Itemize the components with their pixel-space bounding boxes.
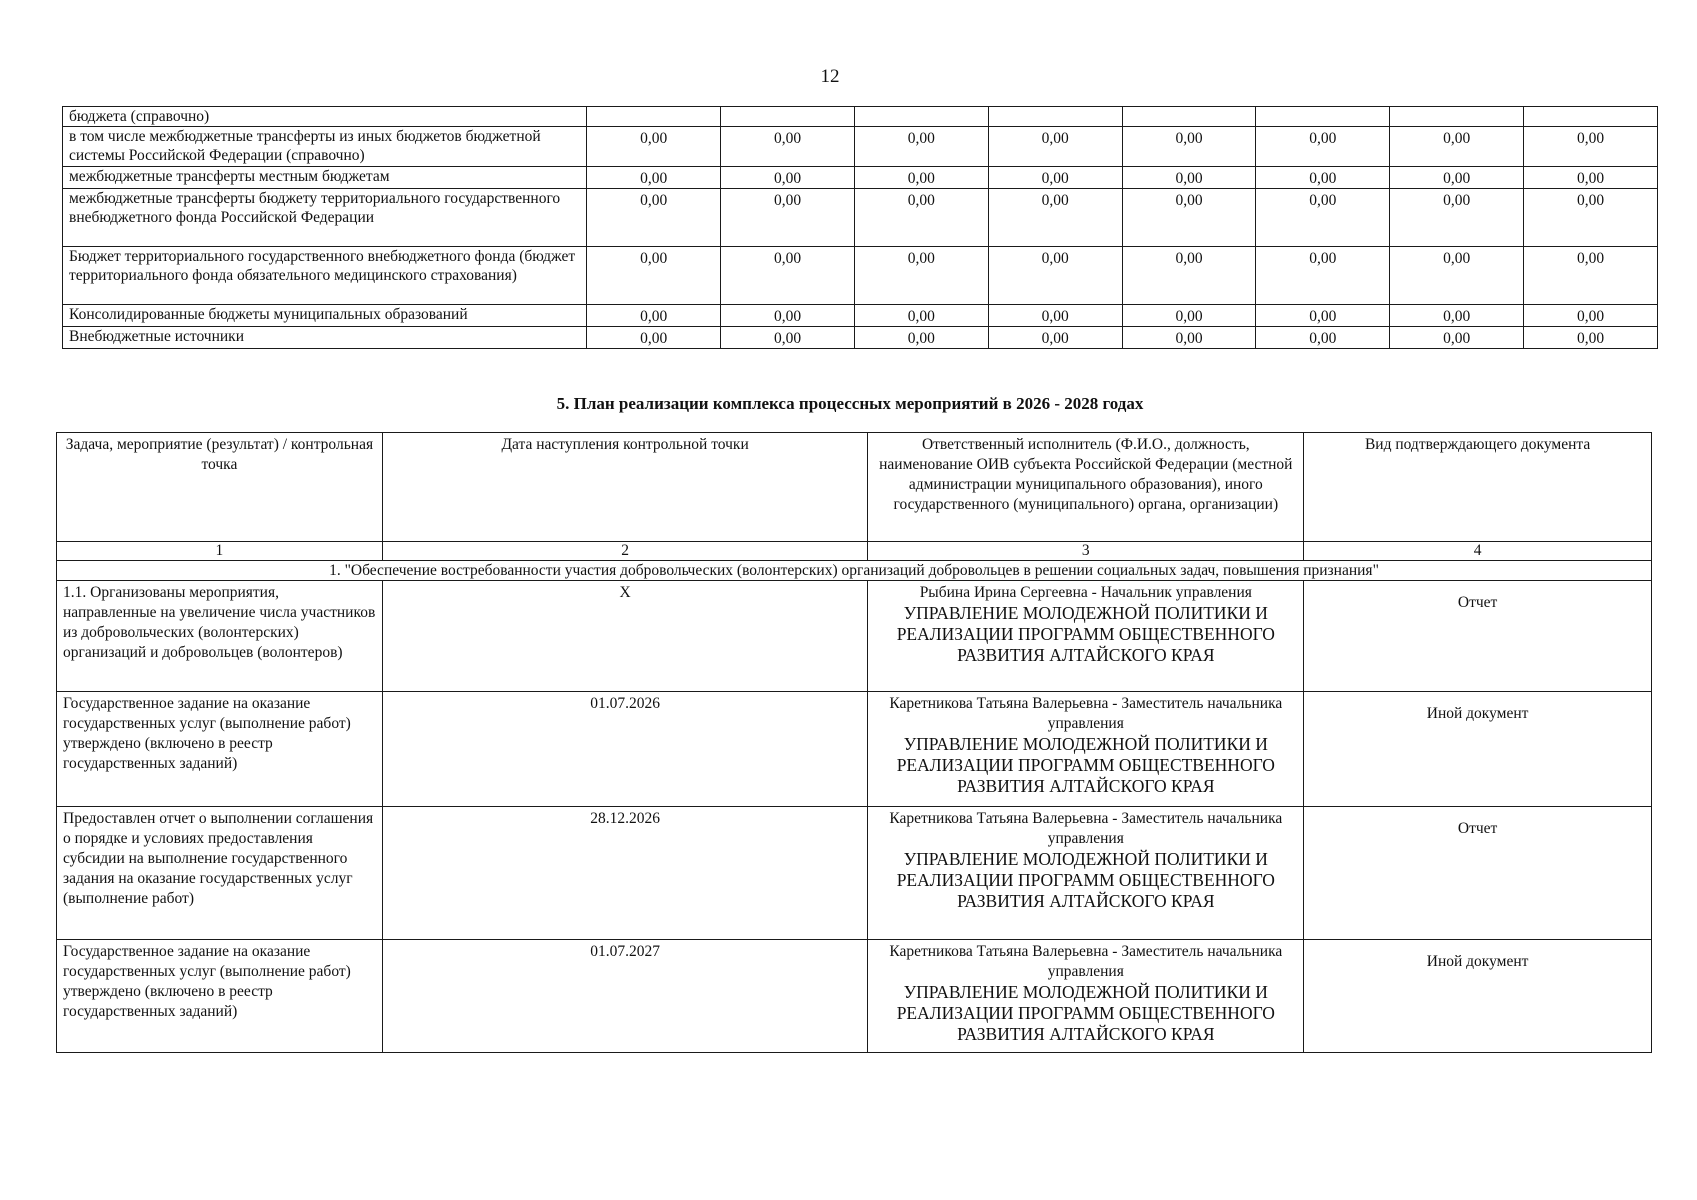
budget-value (988, 107, 1122, 127)
column-header-date: Дата наступления контрольной точки (382, 433, 868, 542)
budget-value: 0,00 (988, 305, 1122, 327)
responsible-organization: УПРАВЛЕНИЕ МОЛОДЕЖНОЙ ПОЛИТИКИ И РЕАЛИЗАЦИИ ПРОГРАММ ОБЩЕСТВЕННОГО РАЗВИТИЯ АЛТАЙСКОГО КРАЯ (896, 734, 1275, 796)
budget-value: 0,00 (1256, 247, 1390, 305)
budget-value: 0,00 (854, 247, 988, 305)
budget-value: 0,00 (587, 167, 721, 189)
budget-value: 0,00 (1122, 127, 1256, 167)
budget-row (63, 189, 1658, 247)
budget-value: 0,00 (988, 327, 1122, 349)
budget-value: 0,00 (1122, 247, 1256, 305)
plan-document: Отчет (1304, 581, 1652, 692)
column-number: 2 (382, 542, 868, 561)
plan-date: 28.12.2026 (382, 807, 868, 940)
plan-responsible (868, 692, 1304, 807)
responsible-person: Рыбина Ирина Сергеевна - Начальник управления (919, 584, 1252, 601)
budget-value (854, 107, 988, 127)
budget-value: 0,00 (1524, 189, 1658, 247)
budget-value: 0,00 (587, 305, 721, 327)
budget-value (1122, 107, 1256, 127)
budget-value: 0,00 (1256, 305, 1390, 327)
budget-row (63, 305, 1658, 327)
budget-value (587, 107, 721, 127)
table-row (57, 581, 1652, 692)
budget-value: 0,00 (988, 247, 1122, 305)
budget-value: 0,00 (1122, 167, 1256, 189)
budget-value: 0,00 (587, 247, 721, 305)
budget-value: 0,00 (721, 305, 855, 327)
responsible-organization: УПРАВЛЕНИЕ МОЛОДЕЖНОЙ ПОЛИТИКИ И РЕАЛИЗАЦИИ ПРОГРАММ ОБЩЕСТВЕННОГО РАЗВИТИЯ АЛТАЙСКОГО КРАЯ (896, 603, 1275, 665)
budget-value: 0,00 (721, 247, 855, 305)
budget-row-label: межбюджетные трансферты бюджету территориального государственного внебюджетного фонда Российской Федерации (63, 189, 587, 247)
column-header-document: Вид подтверждающего документа (1304, 433, 1652, 542)
responsible-person: Каретникова Татьяна Валерьевна - Заместитель начальника управления (889, 810, 1283, 847)
plan-table (56, 432, 1652, 1053)
table-row (57, 940, 1652, 1053)
budget-value: 0,00 (721, 167, 855, 189)
plan-responsible (868, 940, 1304, 1053)
section-title: 5. План реализации комплекса процессных мероприятий в 2026 - 2028 годах (556, 394, 1144, 413)
column-number: 1 (57, 542, 383, 561)
budget-value: 0,00 (1122, 189, 1256, 247)
budget-row-label: Консолидированные бюджеты муниципальных образований (63, 305, 587, 327)
budget-value: 0,00 (854, 167, 988, 189)
budget-value: 0,00 (1524, 327, 1658, 349)
budget-value: 0,00 (587, 127, 721, 167)
budget-value (721, 107, 855, 127)
responsible-person: Каретникова Татьяна Валерьевна - Заместитель начальника управления (889, 695, 1283, 732)
budget-value: 0,00 (721, 127, 855, 167)
page-number: 12 (820, 66, 840, 87)
task-title-row (57, 561, 1652, 581)
budget-value: 0,00 (587, 189, 721, 247)
budget-value: 0,00 (1390, 127, 1524, 167)
budget-value: 0,00 (1390, 305, 1524, 327)
budget-value: 0,00 (988, 127, 1122, 167)
budget-value: 0,00 (1524, 305, 1658, 327)
budget-value: 0,00 (721, 189, 855, 247)
plan-document: Иной документ (1304, 692, 1652, 807)
budget-row (63, 247, 1658, 305)
budget-value: 0,00 (1390, 189, 1524, 247)
budget-row-label: Бюджет территориального государственного внебюджетного фонда (бюджет территориального фонда обязательного медицинского страхования) (63, 247, 587, 305)
budget-row-label: межбюджетные трансферты местным бюджетам (63, 167, 587, 189)
responsible-organization: УПРАВЛЕНИЕ МОЛОДЕЖНОЙ ПОЛИТИКИ И РЕАЛИЗАЦИИ ПРОГРАММ ОБЩЕСТВЕННОГО РАЗВИТИЯ АЛТАЙСКОГО КРАЯ (896, 849, 1275, 911)
budget-value: 0,00 (854, 305, 988, 327)
plan-document: Отчет (1304, 807, 1652, 940)
budget-value: 0,00 (1256, 327, 1390, 349)
plan-header-row (57, 433, 1652, 542)
budget-value (1524, 107, 1658, 127)
plan-responsible (868, 807, 1304, 940)
budget-value: 0,00 (988, 189, 1122, 247)
budget-value: 0,00 (1256, 189, 1390, 247)
plan-date: 01.07.2027 (382, 940, 868, 1053)
table-row (57, 807, 1652, 940)
budget-value: 0,00 (854, 189, 988, 247)
column-header-responsible: Ответственный исполнитель (Ф.И.О., должность, наименование ОИВ субъекта Российской Федерации (местной администрации муниципального образования), иного государственного (муниципального) органа, организации) (868, 433, 1304, 542)
budget-value: 0,00 (854, 127, 988, 167)
budget-value: 0,00 (854, 327, 988, 349)
budget-value: 0,00 (1256, 127, 1390, 167)
budget-value: 0,00 (587, 327, 721, 349)
budget-value: 0,00 (1256, 167, 1390, 189)
budget-value (1256, 107, 1390, 127)
task-title: 1. "Обеспечение востребованности участия добровольческих (волонтерских) организаций добровольцев в решении социальных задач, повышения признания" (57, 561, 1652, 581)
budget-value: 0,00 (1524, 167, 1658, 189)
budget-row (63, 107, 1658, 127)
budget-table (62, 106, 1658, 349)
budget-value: 0,00 (1122, 305, 1256, 327)
budget-value: 0,00 (721, 327, 855, 349)
budget-value: 0,00 (1524, 127, 1658, 167)
column-header-task: Задача, мероприятие (результат) / контрольная точка (57, 433, 383, 542)
budget-value: 0,00 (988, 167, 1122, 189)
budget-row (63, 327, 1658, 349)
plan-item: 1.1. Организованы мероприятия, направленные на увеличение числа участников из добровольческих (волонтерских) организаций и добровольцев (волонтеров) (57, 581, 383, 692)
plan-responsible (868, 581, 1304, 692)
budget-row (63, 127, 1658, 167)
plan-date: 01.07.2026 (382, 692, 868, 807)
budget-value: 0,00 (1524, 247, 1658, 305)
budget-row-label: Внебюджетные источники (63, 327, 587, 349)
budget-value: 0,00 (1122, 327, 1256, 349)
responsible-organization: УПРАВЛЕНИЕ МОЛОДЕЖНОЙ ПОЛИТИКИ И РЕАЛИЗАЦИИ ПРОГРАММ ОБЩЕСТВЕННОГО РАЗВИТИЯ АЛТАЙСКОГО КРАЯ (896, 982, 1275, 1044)
plan-document: Иной документ (1304, 940, 1652, 1053)
budget-row-label: бюджета (справочно) (63, 107, 587, 127)
plan-item: Государственное задание на оказание государственных услуг (выполнение работ) утверждено (включено в реестр государственных заданий) (57, 692, 383, 807)
budget-value: 0,00 (1390, 247, 1524, 305)
plan-item: Государственное задание на оказание государственных услуг (выполнение работ) утверждено (включено в реестр государственных заданий) (57, 940, 383, 1053)
table-row (57, 692, 1652, 807)
budget-value: 0,00 (1390, 167, 1524, 189)
budget-row-label: в том числе межбюджетные трансферты из иных бюджетов бюджетной системы Российской Федерации (справочно) (63, 127, 587, 167)
column-number: 3 (868, 542, 1304, 561)
column-number: 4 (1304, 542, 1652, 561)
budget-value (1390, 107, 1524, 127)
plan-date: X (382, 581, 868, 692)
budget-value: 0,00 (1390, 327, 1524, 349)
responsible-person: Каретникова Татьяна Валерьевна - Заместитель начальника управления (889, 943, 1283, 980)
budget-row (63, 167, 1658, 189)
plan-item: Предоставлен отчет о выполнении соглашения о порядке и условиях предоставления субсидии на выполнение государственного задания на оказание государственных услуг (выполнение работ) (57, 807, 383, 940)
plan-column-numbers-row (57, 542, 1652, 561)
